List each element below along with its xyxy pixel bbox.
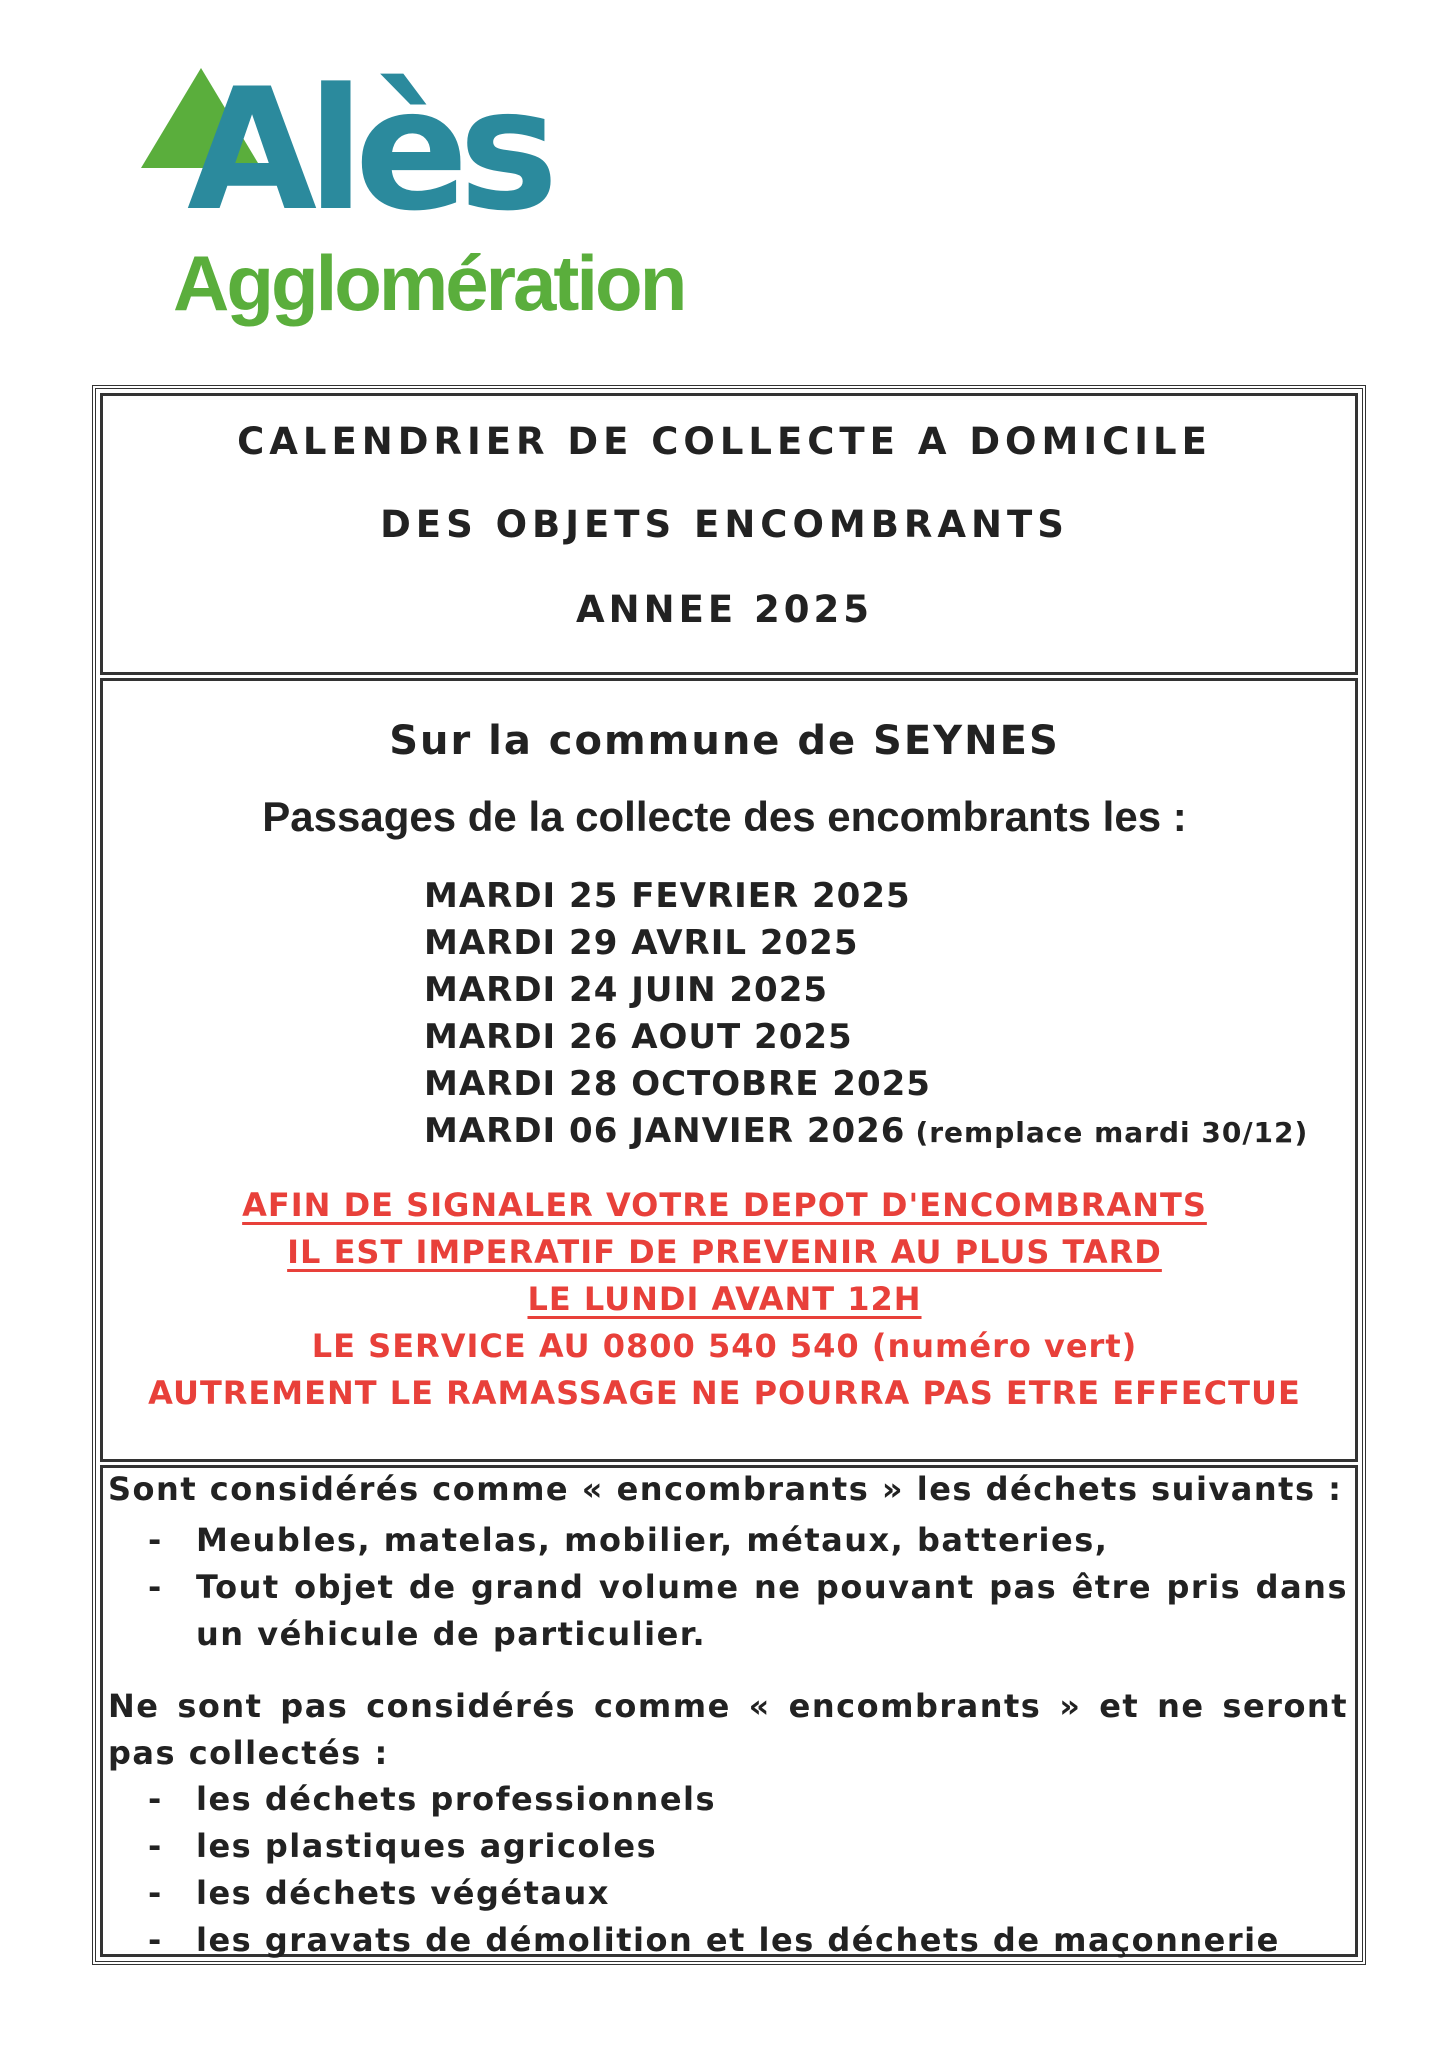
alert-line-3: LE LUNDI AVANT 12H: [527, 1280, 922, 1318]
list-item: - Meubles, matelas, mobilier, métaux, batteries,: [148, 1521, 1109, 1559]
collection-date: MARDI 24 JUIN 2025: [424, 970, 829, 1010]
alert-line-1: AFIN DE SIGNALER VOTRE DEPOT D'ENCOMBRANTS: [242, 1186, 1207, 1224]
considered-intro: Sont considérés comme « encombrants » les déchets suivants :: [108, 1470, 1343, 1508]
list-item: - les gravats de démolition et les déchets de maçonnerie: [148, 1921, 1280, 1959]
ales-agglomeration-logo: [135, 52, 685, 327]
logo-subtitle: Agglomération: [173, 239, 685, 327]
collection-date: MARDI 29 AVRIL 2025: [424, 923, 859, 963]
list-item: - les déchets végétaux: [148, 1874, 610, 1912]
title-line-1: CALENDRIER DE COLLECTE A DOMICILE: [237, 420, 1212, 463]
commune-heading: Sur la commune de SEYNES: [389, 718, 1060, 764]
collection-date: MARDI 28 OCTOBRE 2025: [424, 1064, 931, 1104]
title-line-2: DES OBJETS ENCOMBRANTS: [380, 503, 1069, 546]
list-item: - les plastiques agricoles: [148, 1827, 658, 1865]
not-considered-list: [148, 1776, 1280, 1964]
not-considered-intro: Ne sont pas considérés comme « encombrants » et ne seront pas collectés :: [108, 1687, 1348, 1772]
alert-line-5: AUTREMENT LE RAMASSAGE NE POURRA PAS ETRE EFFECTUE: [148, 1374, 1301, 1412]
collection-dates-list: [424, 873, 1308, 1156]
logo-name: Alès: [187, 52, 549, 248]
alert-phone-line: LE SERVICE AU 0800 540 540 (numéro vert): [311, 1327, 1138, 1365]
passages-intro: Passages de la collecte des encombrants les :: [262, 793, 1187, 840]
list-item: - les déchets professionnels: [148, 1780, 717, 1818]
collection-date: MARDI 06 JANVIER 2026 (remplace mardi 30/12): [424, 1111, 1309, 1151]
considered-list: [148, 1517, 1348, 1658]
title-year: ANNEE 2025: [576, 588, 873, 631]
collection-date: MARDI 25 FEVRIER 2025: [424, 876, 911, 916]
alert-line-2: IL EST IMPERATIF DE PREVENIR AU PLUS TARD: [287, 1233, 1162, 1271]
date-replacement-note: (remplace mardi 30/12): [915, 1116, 1309, 1149]
list-item: - Tout objet de grand volume ne pouvant pas être pris dans un véhicule de particulier.: [148, 1568, 1348, 1653]
collection-date: MARDI 26 AOUT 2025: [424, 1017, 853, 1057]
